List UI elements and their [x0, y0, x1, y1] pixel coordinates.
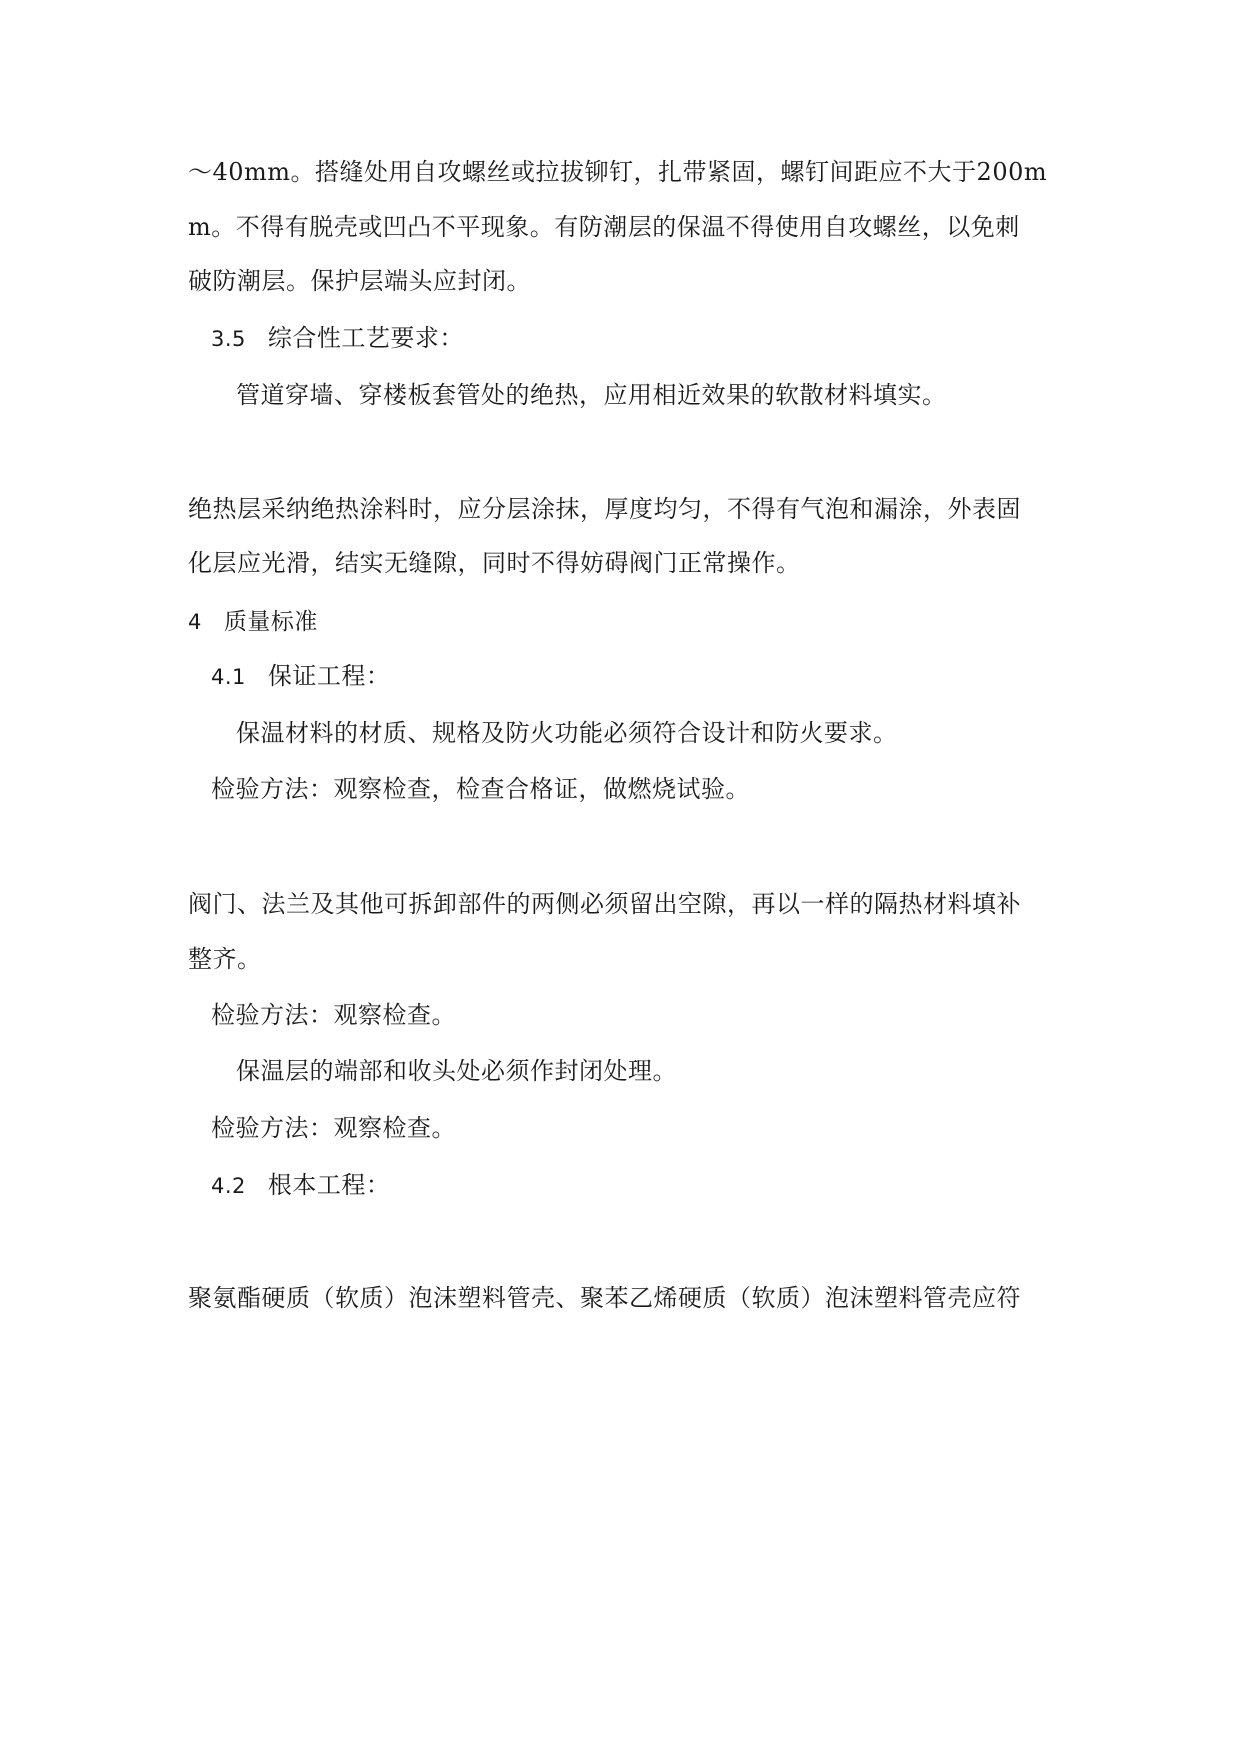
- paragraph-line: 绝热层采纳绝热涂料时，应分层涂抹，厚度均匀，不得有气泡和漏涂，外表固: [188, 495, 1021, 523]
- paragraph-line: 破防潮层。保护层端头应封闭。: [188, 267, 531, 295]
- section-number: 4.1: [211, 665, 246, 689]
- paragraph-line: 保温层的端部和收头处必须作封闭处理。: [236, 1057, 677, 1085]
- inspection-method: 检验方法：观察检查。: [211, 1114, 456, 1142]
- section-number: 4: [188, 610, 202, 634]
- section-heading-4-1: [211, 661, 390, 692]
- paragraph-line: 保温材料的材质、规格及防火功能必须符合设计和防火要求。: [236, 719, 898, 747]
- section-title: 保证工程：: [267, 662, 391, 690]
- inspection-method: 检验方法：观察检查。: [211, 1001, 456, 1029]
- section-heading-4: [188, 606, 318, 637]
- section-number: 3.5: [211, 327, 246, 351]
- section-title: 质量标准: [223, 609, 318, 635]
- inspection-method: 检验方法：观察检查，检查合格证，做燃烧试验。: [211, 775, 750, 803]
- section-heading-4-2: [211, 1170, 390, 1201]
- paragraph-line: ～40mm。搭缝处用自攻螺丝或拉拔铆钉，扎带紧固，螺钉间距应不大于200m: [188, 158, 1048, 186]
- section-heading-3-5: [211, 323, 464, 354]
- paragraph-line: 整齐。: [188, 945, 262, 973]
- paragraph-line: 化层应光滑，结实无缝隙，同时不得妨碍阀门正常操作。: [188, 549, 801, 577]
- paragraph-line: 管道穿墙、穿楼板套管处的绝热，应用相近效果的软散材料填实。: [236, 381, 947, 409]
- section-title: 综合性工艺要求：: [267, 324, 464, 352]
- paragraph-line: 阀门、法兰及其他可拆卸部件的两侧必须留出空隙，再以一样的隔热材料填补: [188, 890, 1021, 918]
- section-number: 4.2: [211, 1174, 246, 1198]
- section-title: 根本工程：: [267, 1171, 391, 1199]
- paragraph-line: 聚氨酯硬质（软质）泡沫塑料管壳、聚苯乙烯硬质（软质）泡沫塑料管壳应符: [188, 1284, 1021, 1312]
- paragraph-line: m。不得有脱壳或凹凸不平现象。有防潮层的保温不得使用自攻螺丝，以免刺: [188, 213, 1020, 241]
